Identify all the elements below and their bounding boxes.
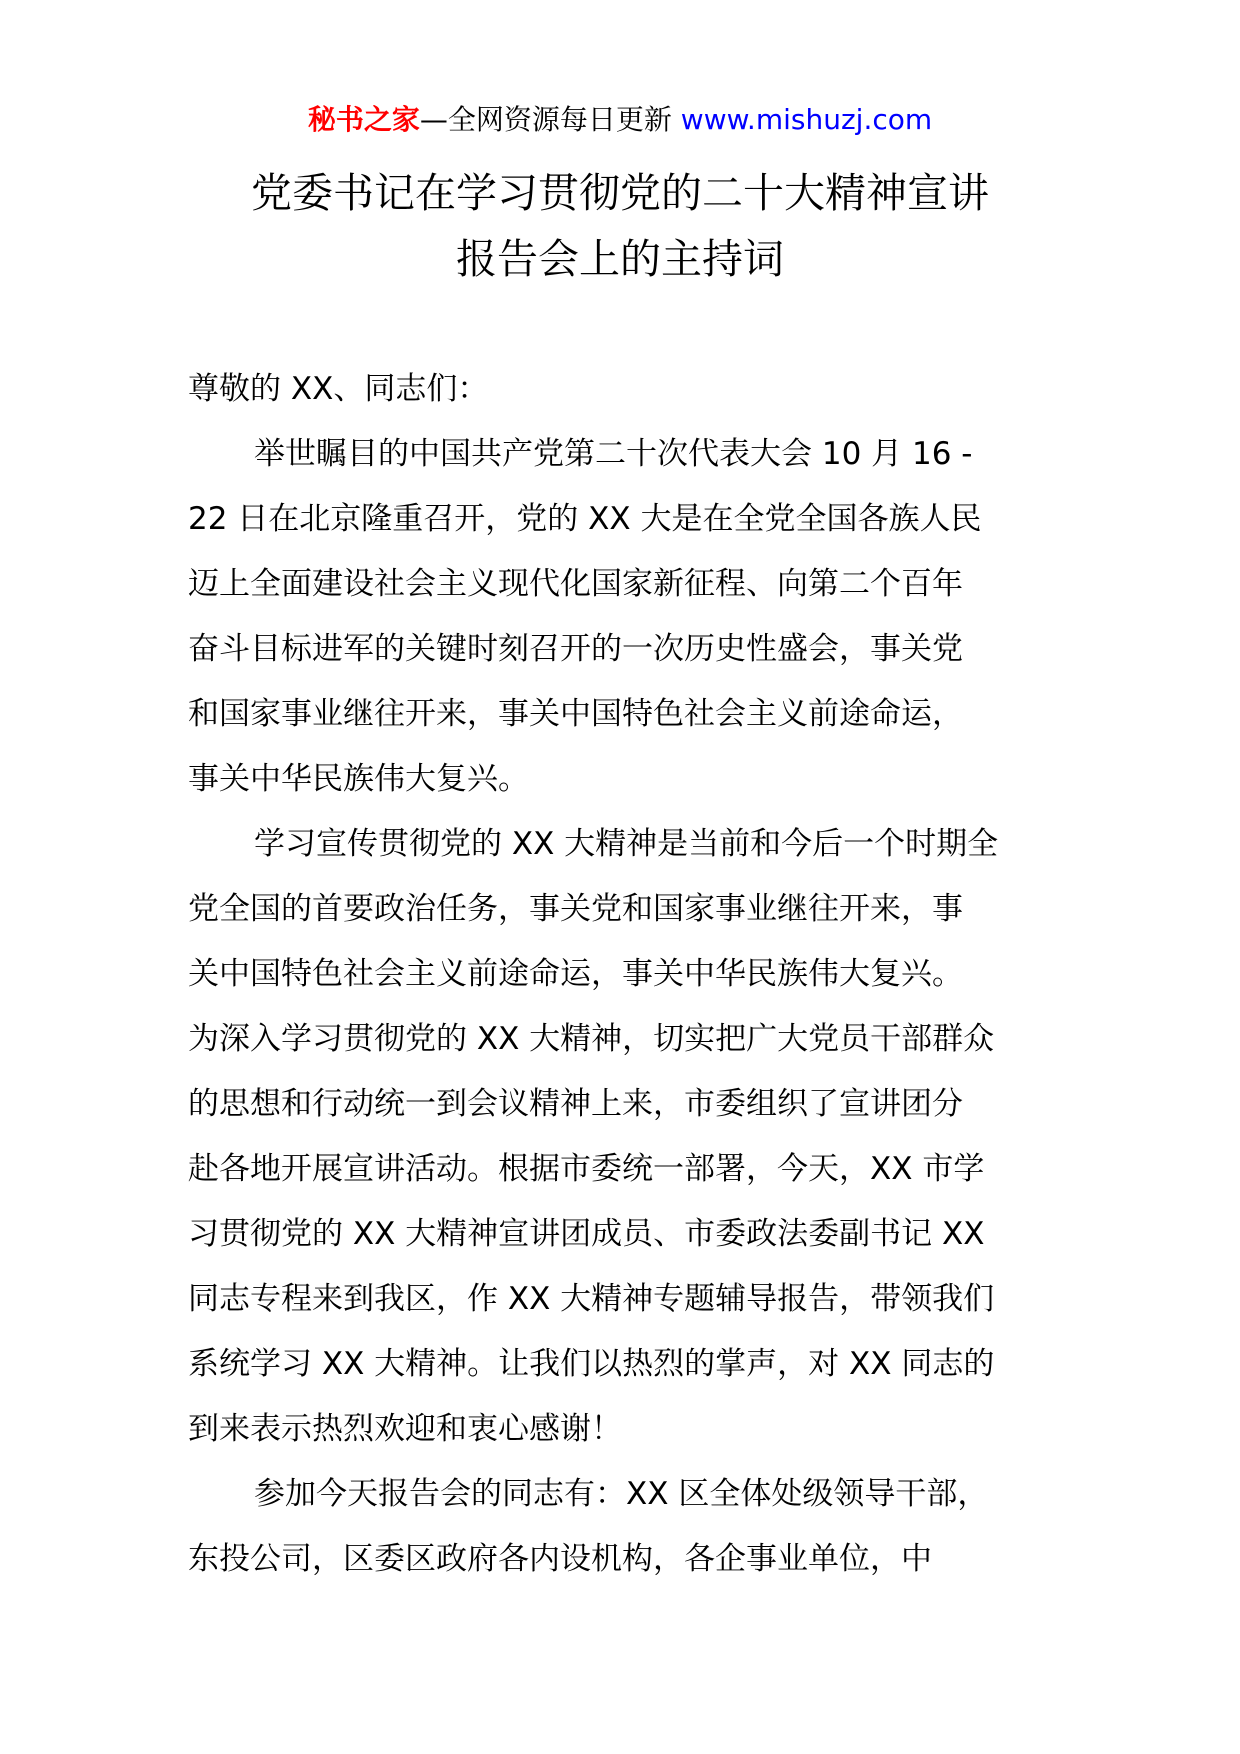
document-title <box>150 160 1090 292</box>
body-line: 举世瞩目的中国共产党第二十次代表大会 10 月 16 - <box>254 436 973 472</box>
body-line: 东投公司，区委区政府各内设机构，各企事业单位，中 <box>188 1541 932 1577</box>
body-line: 的思想和行动统一到会议精神上来，市委组织了宣讲团分 <box>188 1086 963 1122</box>
body-line: 同志专程来到我区，作 XX 大精神专题辅导报告，带领我们 <box>188 1281 995 1317</box>
header-tagline: —全网资源每日更新 <box>419 103 672 136</box>
document-body <box>188 357 1058 1592</box>
site-url-link[interactable]: www.mishuzj.com <box>680 103 933 136</box>
body-line: 尊敬的 XX、同志们： <box>188 371 489 407</box>
body-line: 迈上全面建设社会主义现代化国家新征程、向第二个百年 <box>188 566 963 602</box>
site-header <box>0 100 1240 140</box>
body-line: 学习宣传贯彻党的 XX 大精神是当前和今后一个时期全 <box>254 826 999 862</box>
body-line: 为深入学习贯彻党的 XX 大精神，切实把广大党员干部群众 <box>188 1021 995 1057</box>
body-line: 赴各地开展宣讲活动。根据市委统一部署，今天，XX 市学 <box>188 1151 985 1187</box>
body-line: 习贯彻党的 XX 大精神宣讲团成员、市委政法委副书记 XX <box>188 1216 985 1252</box>
body-line: 事关中华民族伟大复兴。 <box>188 761 529 797</box>
body-line: 22 日在北京隆重召开，党的 XX 大是在全党全国各族人民 <box>188 501 982 537</box>
body-line: 参加今天报告会的同志有：XX 区全体处级领导干部， <box>254 1476 989 1512</box>
body-line: 关中国特色社会主义前途命运，事关中华民族伟大复兴。 <box>188 956 963 992</box>
body-line: 到来表示热烈欢迎和衷心感谢！ <box>188 1411 622 1447</box>
brand-name: 秘书之家 <box>307 103 420 136</box>
title-line-1: 党委书记在学习贯彻党的二十大精神宣讲 <box>251 169 989 217</box>
body-line: 系统学习 XX 大精神。让我们以热烈的掌声，对 XX 同志的 <box>188 1346 995 1382</box>
body-line: 党全国的首要政治任务，事关党和国家事业继往开来，事 <box>188 891 963 927</box>
body-line: 和国家事业继往开来，事关中国特色社会主义前途命运， <box>188 696 963 732</box>
body-line: 奋斗目标进军的关键时刻召开的一次历史性盛会，事关党 <box>188 631 963 667</box>
title-line-2: 报告会上的主持词 <box>456 235 784 283</box>
